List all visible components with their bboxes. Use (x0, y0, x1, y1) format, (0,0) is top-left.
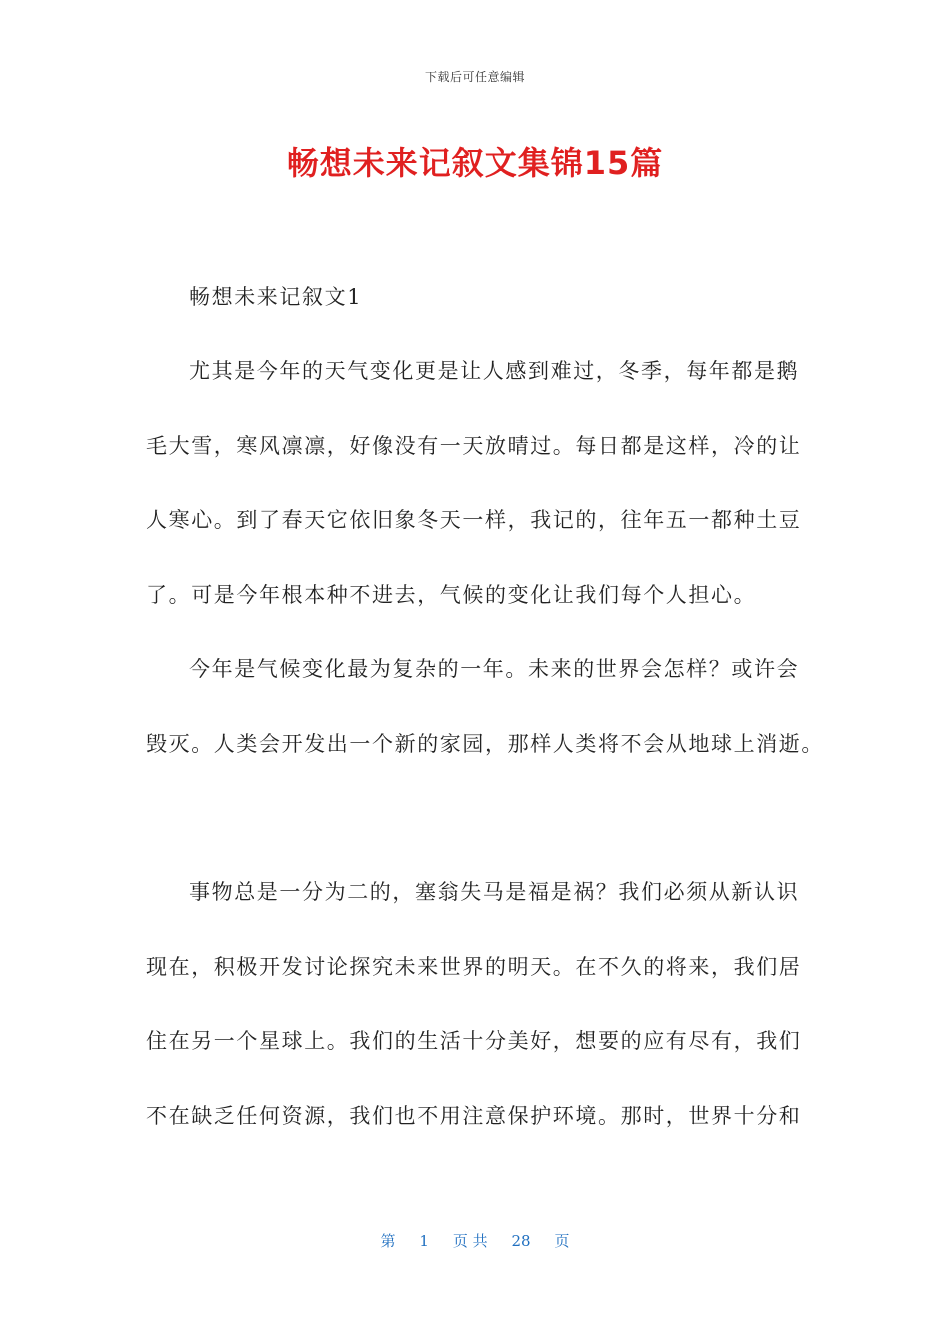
current-page-number: 1 (419, 1232, 429, 1250)
paragraph-line: 尤其是今年的天气变化更是让人感到难过，冬季，每年都是鹅 (189, 359, 800, 383)
paragraph-line: 今年是气候变化最为复杂的一年。未来的世界会怎样？或许会 (189, 657, 800, 681)
paragraph-line: 住在另一个星球上。我们的生活十分美好，想要的应有尽有，我们 (146, 1029, 802, 1053)
document-title: 畅想未来记叙文集锦15篇 (286, 144, 664, 182)
paragraph-line: 现在，积极开发讨论探究未来世界的明天。在不久的将来，我们居 (146, 954, 802, 979)
paragraph-line: 了。可是今年根本种不进去，气候的变化让我们每个人担心。 (146, 582, 757, 607)
section-heading: 畅想未来记叙文1 (189, 285, 363, 309)
total-pages-number: 28 (511, 1232, 531, 1250)
paragraph-2 (146, 654, 824, 803)
paragraph-1 (146, 356, 802, 654)
paragraph-3 (146, 877, 802, 1175)
paragraph-line: 人寒心。到了春天它依旧象冬天一样，我记的，往年五一都种土豆 (146, 508, 802, 532)
header-note: 下载后可任意编辑 (424, 70, 525, 84)
page-label-middle: 页 共 (452, 1232, 488, 1250)
paragraph-line: 毁灭。人类会开发出一个新的家园，那样人类将不会从地球上消逝。 (146, 731, 824, 756)
page-label-suffix: 页 (554, 1232, 570, 1250)
page-label-prefix: 第 (380, 1232, 396, 1250)
paragraph-line: 不在缺乏任何资源，我们也不用注意保护环境。那时，世界十分和 (146, 1103, 802, 1128)
paragraph-line: 事物总是一分为二的，塞翁失马是福是祸？我们必须从新认识 (189, 880, 800, 904)
paragraph-line: 毛大雪，寒风凛凛，好像没有一天放晴过。每日都是这样，冷的让 (146, 433, 802, 458)
section-heading-block (146, 282, 796, 357)
page-footer (0, 1230, 950, 1251)
